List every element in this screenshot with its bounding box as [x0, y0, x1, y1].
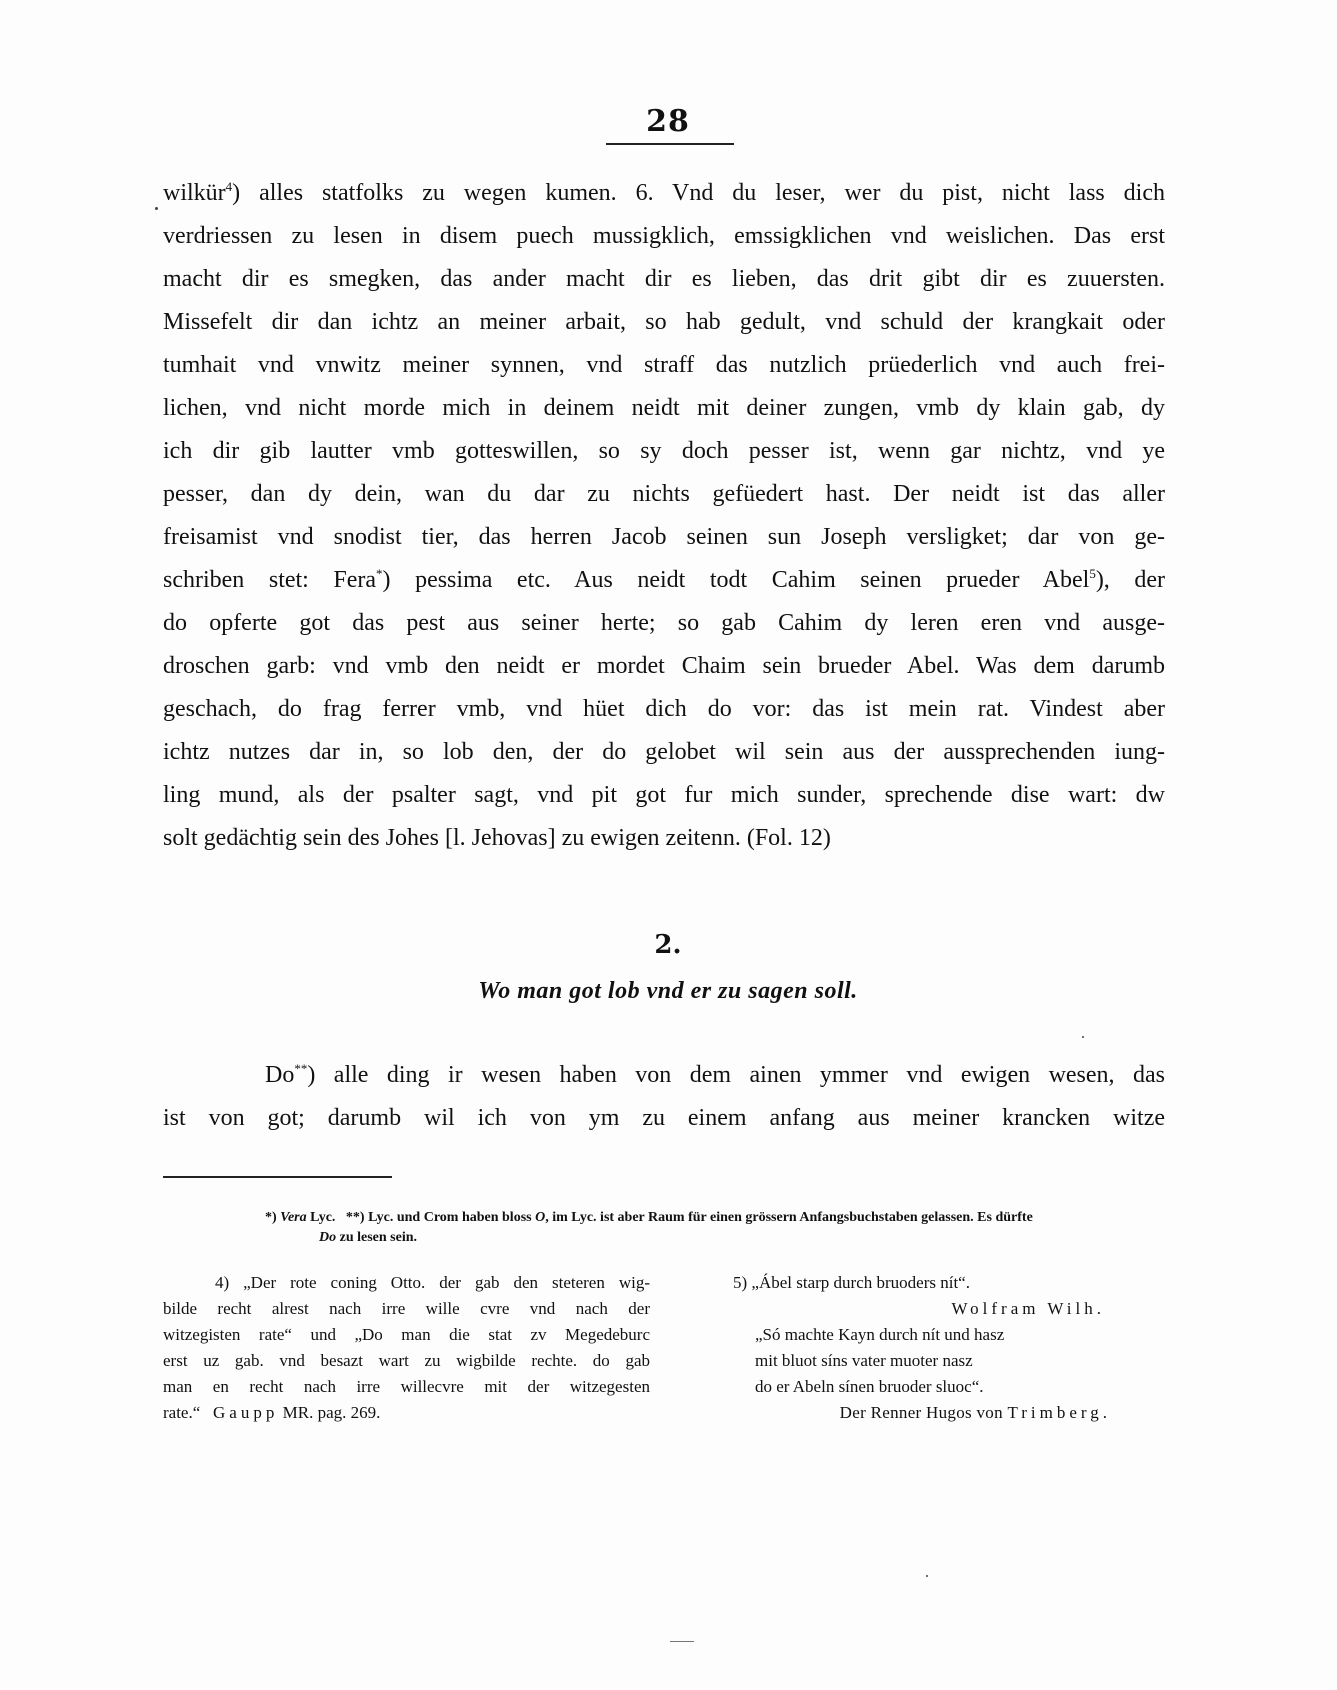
text-segment: wilkür	[163, 180, 226, 206]
section-number: 2.	[654, 930, 682, 960]
text-line: pesser, dan dy dein, wan du dar zu nichts gefüedert hast. Der neidt ist das aller	[163, 481, 1165, 507]
print-speck	[926, 1575, 928, 1577]
text-segment: Do	[265, 1062, 295, 1088]
text-line: tumhait vnd vnwitz meiner synnen, vnd straff das nutzlich prüederlich vnd auch frei-	[163, 352, 1165, 378]
text-line: ist von got; darumb wil ich von ym zu einem anfang aus meiner krancken witze	[163, 1105, 1165, 1131]
footnote-italic: O	[535, 1210, 546, 1225]
text-line: freisamist vnd snodist tier, das herren Jacob seinen sun Joseph versligket; dar von ge-	[163, 524, 1165, 550]
footnote-italic: Vera	[280, 1210, 307, 1225]
text-segment: ) alle ding ir wesen haben von dem ainen ymmer vnd ewigen wesen, das	[307, 1062, 1165, 1088]
footnote-ref-double-star[interactable]: **	[294, 1061, 308, 1076]
footnote-line: 4) „Der rote coning Otto. der gab den steteren wig-	[215, 1273, 650, 1292]
star-footnote-line	[265, 1228, 1165, 1248]
page-number: 28	[646, 104, 690, 139]
text-segment: schriben stet: Fera	[163, 567, 377, 593]
citation-attribution	[733, 1296, 1133, 1322]
star-footnote-line	[265, 1208, 1165, 1228]
text-line	[163, 172, 1165, 215]
page-number-rule	[606, 143, 734, 145]
footnote-ref-star[interactable]: *	[376, 566, 383, 581]
footnote-4	[163, 1270, 650, 1426]
text-line: droschen garb: vnd vmb den neidt er mordet Chaim sein brueder Abel. Was dem darumb	[163, 653, 1165, 679]
text-line: ling mund, als der psalter sagt, vnd pit got fur mich sunder, sprechende dise wart: dw	[163, 782, 1165, 808]
citation-author: Gaupp	[213, 1403, 279, 1422]
text-line: solt gedächtig sein des Johes [l. Jehovas] zu ewigen zeitenn. (Fol. 12)	[163, 825, 831, 851]
bottom-mark	[670, 1641, 694, 1642]
text-line: ichtz nutzes dar in, so lob den, der do gelobet wil sein aus der aussprechenden iung-	[163, 739, 1165, 765]
print-speck	[1082, 1036, 1084, 1038]
citation-author: Wolfram Wilh.	[951, 1299, 1105, 1318]
star-footnotes	[265, 1208, 1165, 1248]
verse-line: do er Abeln sínen bruoder sluoc“.	[755, 1377, 984, 1396]
footnote-mark: **)	[345, 1210, 365, 1225]
citation-ref: MR. pag. 269.	[282, 1403, 381, 1422]
text-line: macht dir es smegken, das ander macht dir es lieben, das drit gibt dir es zuuersten.	[163, 266, 1165, 292]
text-line: geschach, do frag ferrer vmb, vnd hüet dich do vor: das ist mein rat. Vindest aber	[163, 696, 1165, 722]
citation-text: Der Renner Hugos von	[839, 1403, 1003, 1422]
footnote-italic: Do	[319, 1230, 337, 1245]
footnote-mark: *)	[265, 1210, 277, 1225]
text-line: verdriessen zu lesen in disem puech mussigklich, emssigklichen vnd weislichen. Das erst	[163, 223, 1165, 249]
citation-attribution	[733, 1400, 1133, 1426]
section-title: Wo man got lob vnd er zu sagen soll.	[478, 978, 858, 1004]
footnote-line: 5) „Ábel starp durch bruoders nít“.	[733, 1273, 970, 1292]
text-line: Missefelt dir dan ichtz an meiner arbait, so hab gedult, vnd schuld der krangkait oder	[163, 309, 1165, 335]
footnote-ref-4[interactable]: 4	[225, 179, 233, 194]
text-line: do opferte got das pest aus seiner herte; so gab Cahim dy leren eren vnd ausge-	[163, 610, 1165, 636]
verse-line: „Só machte Kayn durch nít und hasz	[755, 1325, 1005, 1344]
footnote-line	[163, 1400, 650, 1426]
text-line: ich dir gib lautter vmb gotteswillen, so sy doch pesser ist, wenn gar nichtz, vnd ye	[163, 438, 1165, 464]
footnote-separator	[163, 1176, 392, 1178]
footnote-ref-5[interactable]: 5	[1089, 566, 1096, 581]
footnote-text: Lyc.	[306, 1210, 336, 1225]
footnote-text: , im Lyc. ist aber Raum für einen grössern Anfangsbuchstaben gelassen. Es dürfte	[545, 1210, 1033, 1225]
text-segment: ) alles statfolks zu wegen kumen. 6. Vnd du leser, wer du pist, nicht lass dich	[232, 180, 1165, 206]
text-segment: ), der	[1095, 567, 1165, 593]
footnote-line: erst uz gab. vnd besazt wart zu wigbilde rechte. do gab	[163, 1351, 650, 1370]
text-line	[163, 559, 1165, 602]
footnote-line: bilde recht alrest nach irre wille cvre vnd nach der	[163, 1299, 650, 1318]
print-speck	[155, 207, 158, 210]
body-text	[163, 172, 1165, 860]
text-segment: ) pessima etc. Aus neidt todt Cahim seinen prueder Abel	[382, 567, 1090, 593]
footnote-text: zu lesen sein.	[336, 1230, 418, 1245]
footnote-line: witzegisten rate“ und „Do man die stat zv Megedeburc	[163, 1325, 650, 1344]
text-line	[163, 1054, 1165, 1097]
citation-author: Trimberg.	[1007, 1403, 1111, 1422]
footnote-5	[733, 1270, 1133, 1426]
footnote-text: rate.“	[163, 1403, 201, 1422]
section-body-text	[163, 1054, 1165, 1140]
footnote-line: man en recht nach irre willecvre mit der witzegesten	[163, 1377, 650, 1396]
footnote-text: Lyc. und Crom haben bloss	[364, 1210, 536, 1225]
text-line: lichen, vnd nicht morde mich in deinem neidt mit deiner zungen, vmb dy klain gab, dy	[163, 395, 1165, 421]
verse-line: mit bluot síns vater muoter nasz	[755, 1351, 973, 1370]
